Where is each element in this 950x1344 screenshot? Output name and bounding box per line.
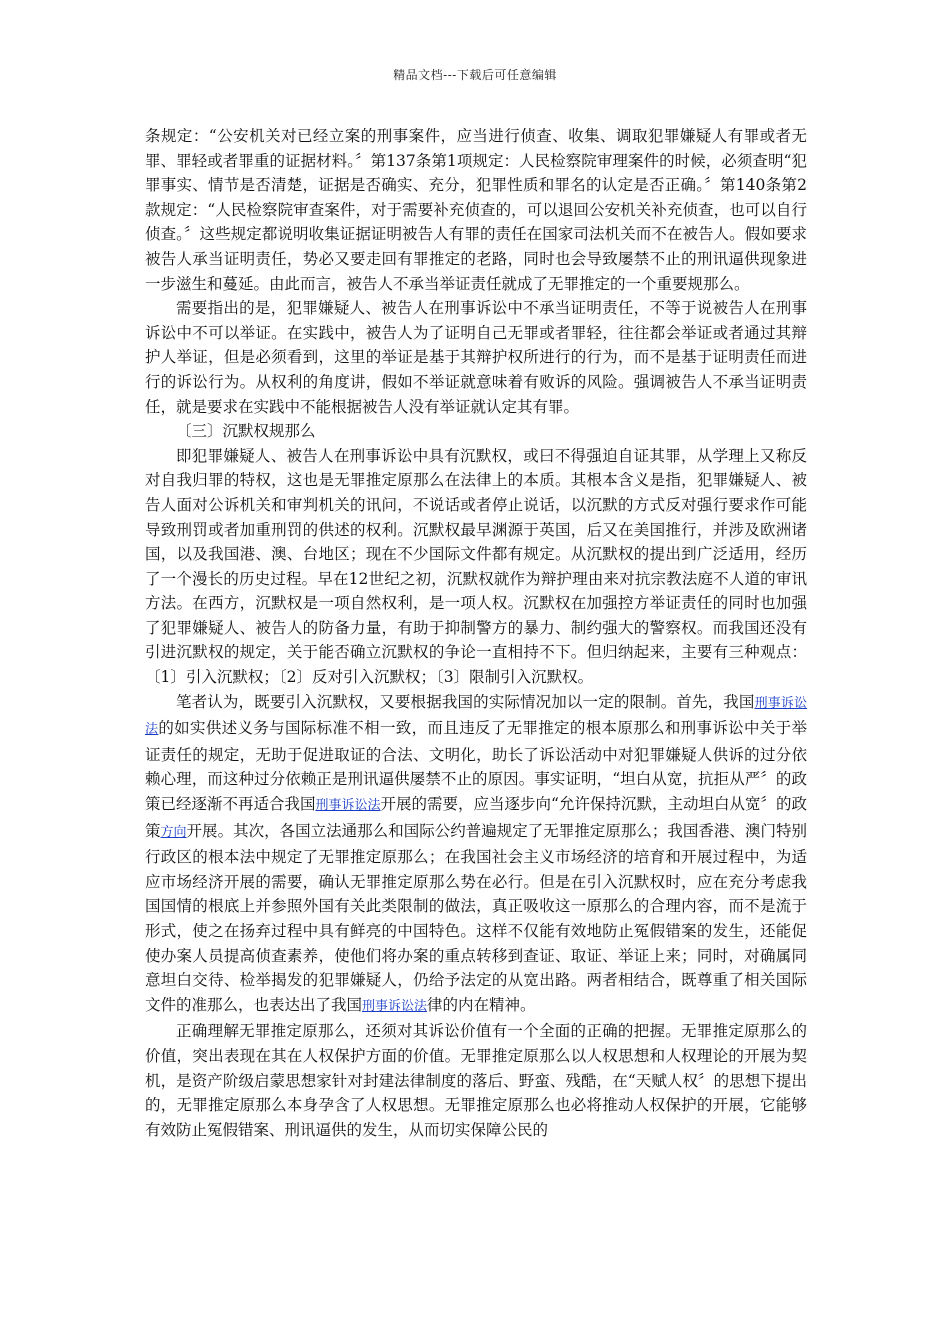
paragraph-3 (145, 444, 807, 690)
paragraph-text: 律的内在精神。 (427, 995, 536, 1014)
link-criminal-procedure-law[interactable]: 刑事诉讼法 (145, 695, 807, 738)
paragraph-text: 条规定：“公安机关对已经立案的刑事案件，应当进行侦查、收集、调取犯罪嫌疑人有罪或者无罪、罪轻或者罪重的证据材料。〞第137条第1项规定：人民检察院审理案件的时候，必须查明“犯罪事实、情节是否清楚，证据是否确实、充分，犯罪性质和罪名的认定是否正确。〞第140条第2款规定：“人民检察院审查案件，对于需要补充侦查的，可以退回公安机关补充侦查，也可以自行侦查。〞这些规定都说明收集证据证明被告人有罪的责任在国家司法机关而不在被告人。假如要求被告人承当证明责任，势必又要走回有罪推定的老路，同时也会导致屡禁不止的刑讯逼供现象进一步滋生和蔓延。由此而言，被告人不承当举证责任就成了无罪推定的一个重要规那么。 (145, 127, 807, 293)
link-criminal-procedure-law[interactable]: 刑事诉讼法 (315, 798, 381, 814)
document-body (145, 124, 807, 1142)
link-direction[interactable]: 方向 (160, 824, 187, 840)
paragraph-text: 正确理解无罪推定原那么，还须对其诉讼价值有一个全面的正确的把握。无罪推定原那么的价值，突出表现在其在人权保护方面的价值。无罪推定原那么以人权思想和人权理论的开展为契机，是资产阶级启蒙思想家针对封建法律制度的落后、野蛮、残酷，在“天赋人权〞的思想下提出的，无罪推定原那么本身孕含了人权思想。无罪推定原那么也必将推动人权保护的开展，它能够有效防止冤假错案、刑讯逼供的发生，从而切实保障公民的 (145, 1022, 807, 1139)
paragraph-text: 的如实供述义务与国际标准不相一致，而且违反了无罪推定的根本原那么和刑事诉讼中关于举证责任的规定，无助于促进取证的合法、文明化，助长了诉讼活动中对犯罪嫌疑人供诉的过分依赖心理，而这种过分依赖正是刑讯逼供屡禁不止的原因。事实证明，“坦白从宽，抗拒从严〞的政策已经逐渐不再适合我国 (145, 719, 807, 814)
link-criminal-procedure-law[interactable]: 刑事诉讼法 (362, 998, 428, 1014)
paragraph-4 (145, 690, 807, 1020)
paragraph-5 (145, 1019, 807, 1142)
paragraph-2 (145, 296, 807, 419)
page-header: 精品文档---下载后可任意编辑 (393, 68, 557, 82)
paragraph-1 (145, 124, 807, 296)
section-heading-text: 〔三〕沉默权规那么 (176, 422, 316, 441)
paragraph-text: 开展。其次，各国立法通那么和国际公约普遍规定了无罪推定原那么；我国香港、澳门特别行政区的根本法中规定了无罪推定原那么；在我国社会主义市场经济的培育和开展过程中，为适应市场经济开展的需要，确认无罪推定原那么势在必行。但是在引入沉默权时，应在充分考虑我国国情的根底上并参照外国有关此类限制的做法，真正吸收这一原那么的合理内容，而不是流于形式，使之在扬弃过程中具有鲜亮的中国特色。这样不仅能有效地防止冤假错案的发生，还能促使办案人员提高侦查素养，使他们将办案的重点转移到查证、取证、举证上来；同时，对确属同意坦白交待、检举揭发的犯罪嫌疑人，仍给予法定的从宽出路。两者相结合，既尊重了相关国际文件的准那么，也表达出了我国 (145, 821, 807, 1014)
paragraph-text: 开展的需要，应当逐步向“允许保持沉默，主动坦白从宽〞的政策 (145, 795, 807, 840)
paragraph-text: 即犯罪嫌疑人、被告人在刑事诉讼中具有沉默权，或曰不得强迫自证其罪，从学理上又称反对自我归罪的特权，这也是无罪推定原那么在法律上的本质。其根本含义是指，犯罪嫌疑人、被告人面对公诉机关和审判机关的讯问，不说话或者停止说话，以沉默的方式反对强行要求作可能导致刑罚或者加重刑罚的供述的权利。沉默权最早渊源于英国，后又在美国推行，并涉及欧洲诸国，以及我国港、澳、台地区；现在不少国际文件都有规定。从沉默权的提出到广泛适用，经历了一个漫长的历史过程。早在12世纪之初，沉默权就作为辩护理由来对抗宗教法庭不人道的审讯方法。在西方，沉默权是一项自然权利，是一项人权。沉默权在加强控方举证责任的同时也加强了犯罪嫌疑人、被告人的防备力量，有助于抑制警方的暴力、制约强大的警察权。而我国还没有引进沉默权的规定，关于能否确立沉默权的争论一直相持不下。但归纳起来，主要有三种观点：〔1〕引入沉默权；〔2〕反对引入沉默权；〔3〕限制引入沉默权。 (145, 446, 807, 687)
section-heading-silence-right (145, 419, 807, 444)
paragraph-text: 笔者认为，既要引入沉默权，又要根据我国的实际情况加以一定的限制。首先，我国 (176, 692, 755, 711)
paragraph-text: 需要指出的是，犯罪嫌疑人、被告人在刑事诉讼中不承当证明责任，不等于说被告人在刑事诉讼中不可以举证。在实践中，被告人为了证明自己无罪或者罪轻，往往都会举证或者通过其辩护人举证，但是必须看到，这里的举证是基于其辩护权所进行的行为，而不是基于证明责任而进行的诉讼行为。从权利的角度讲，假如不举证就意味着有败诉的风险。强调被告人不承当证明责任，就是要求在实践中不能根据被告人没有举证就认定其有罪。 (145, 299, 807, 416)
